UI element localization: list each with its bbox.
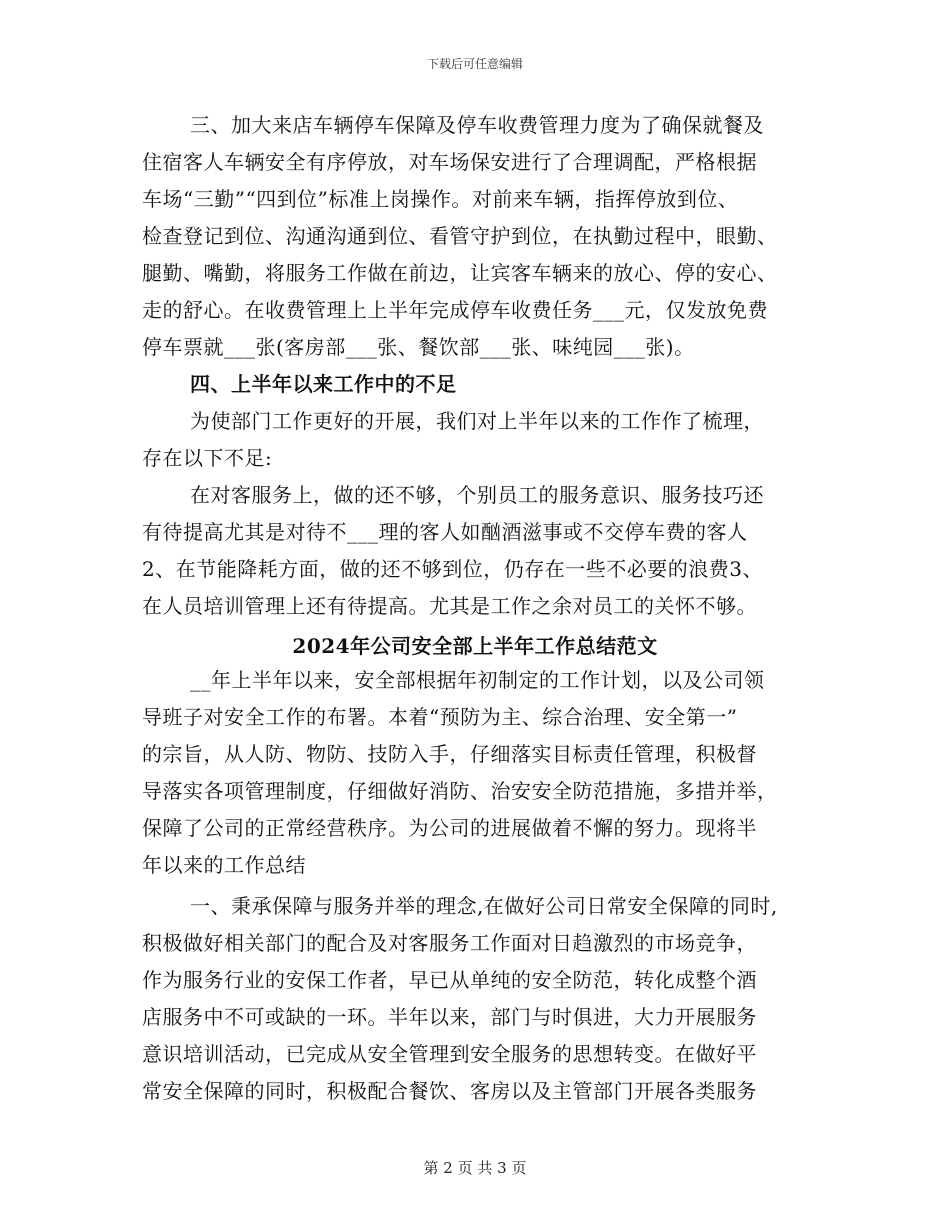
article-part1-line-4: 店服务中不可或缺的一环。半年以来，部门与时俱进，大力开展服务 <box>142 1005 757 1029</box>
article-intro-line-1: __年上半年以来，安全部根据年初制定的工作计划，以及公司领 <box>190 668 765 692</box>
article-intro-line-4: 导落实各项管理制度，仔细做好消防、治安安全防范措施，多措并举， <box>142 779 778 803</box>
section3-line-2: 住宿客人车辆安全有序停放，对车场保安进行了合理调配，严格根据 <box>142 150 757 174</box>
section4-line-5: 2、在节能降耗方面，做的还不够到位，仍存在一些不必要的浪费3、 <box>142 557 763 581</box>
section3-line-5: 腿勤、嘴勤，将服务工作做在前边，让宾客车辆来的放心、停的安心、 <box>142 261 778 285</box>
article-part1-line-6: 常安全保障的同时，积极配合餐饮、客房以及主管部门开展各类服务 <box>142 1079 757 1103</box>
page-header: 下载后可任意编辑 <box>426 57 523 71</box>
section4-line-2: 存在以下不足: <box>142 446 273 470</box>
section4-line-3: 在对客服务上，做的还不够，个别员工的服务意识、服务技巧还 <box>190 483 764 507</box>
article-part1-line-2: 积极做好相关部门的配合及对客服务工作面对日趋激烈的市场竞争， <box>142 931 757 955</box>
section4-line-4: 有待提高尤其是对待不___理的客人如酗酒滋事或不交停车费的客人 <box>142 520 748 544</box>
section3-line-1: 三、加大来店车辆停车保障及停车收费管理力度为了确保就餐及 <box>190 113 764 137</box>
article-part1-line-3: 作为服务行业的安保工作者，早已从单纯的安全防范，转化成整个酒 <box>142 968 757 992</box>
article-intro-line-5: 保障了公司的正常经营秩序。为公司的进展做着不懈的努力。现将半 <box>142 816 757 840</box>
article-part1-line-1: 一、秉承保障与服务并举的理念,在做好公司日常安全保障的同时, <box>190 894 778 918</box>
section4-line-6: 在人员培训管理上还有待提高。尤其是工作之余对员工的关怀不够。 <box>142 594 757 618</box>
section3-line-4: 检查登记到位、沟通沟通到位、看管守护到位，在执勤过程中，眼勤、 <box>142 224 778 248</box>
article-intro-line-3: 的宗旨，从人防、物防、技防入手，仔细落实目标责任管理，积极督 <box>142 742 757 766</box>
section3-line-6: 走的舒心。在收费管理上上半年完成停车收费任务___元，仅发放免费 <box>142 298 768 322</box>
section3-line-3: 车场“三勤”“四到位”标准上岗操作。对前来车辆，指挥停放到位、 <box>142 187 739 211</box>
section4-heading: 四、上半年以来工作中的不足 <box>190 372 457 396</box>
article-part1-line-5: 意识培训活动，已完成从安全管理到安全服务的思想转变。在做好平 <box>142 1042 757 1066</box>
article-intro-line-2: 导班子对安全工作的布署。本着“预防为主、综合治理、安全第一” <box>142 705 738 729</box>
page-footer: 第 2 页 共 3 页 <box>423 1159 527 1177</box>
section3-line-7: 停车票就___张(客房部___张、餐饮部___张、味纯园___张)。 <box>142 335 695 359</box>
section4-line-1: 为使部门工作更好的开展，我们对上半年以来的工作作了梳理， <box>190 409 764 433</box>
article-intro-line-6: 年以来的工作总结 <box>142 853 306 877</box>
article-title: 2024年公司安全部上半年工作总结范文 <box>292 634 658 658</box>
